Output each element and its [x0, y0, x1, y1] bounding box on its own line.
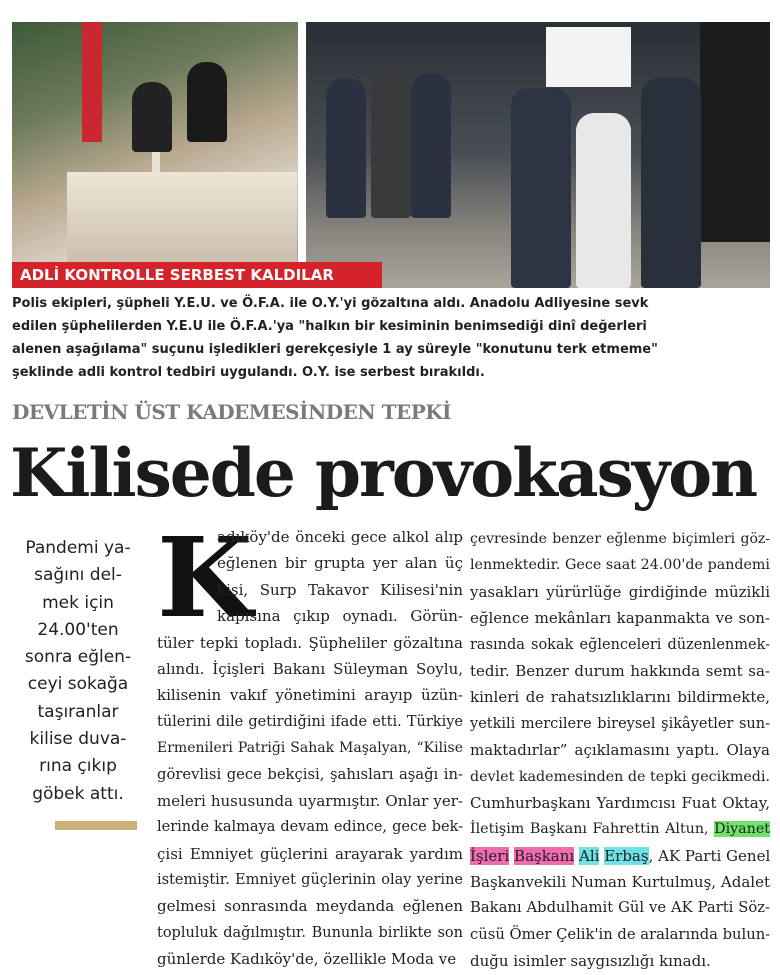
text-line: istemiştir. Emniyet güçlerinin olay yerine	[157, 872, 463, 889]
police-sign	[546, 27, 631, 87]
text-line: gelmesi sonrasında meydanda eğlenen	[157, 897, 463, 916]
photo-summary	[12, 292, 770, 384]
church-wall	[67, 172, 297, 262]
text-line: meleri hususunda uyarmıştır. Onlar yer-	[157, 791, 463, 810]
text-line: lerinde kalmaya devam edince, gece bek-	[157, 819, 463, 836]
summary-line: şeklinde adli kontrol tedbiri uygulandı. O.Y. ise serbest bırakıldı.	[12, 365, 485, 380]
text-line: kapısına çıkıp oynadı. Görün-	[217, 607, 463, 626]
highlight-erbas: Erbaş	[604, 846, 649, 865]
spot-line: taşıranlar	[37, 701, 119, 722]
photo-caption: ADLİ KONTROLLE SERBEST KALDILAR	[12, 262, 382, 288]
text-line: Cumhurbaşkanı Yardımcısı Fuat Oktay,	[470, 793, 770, 812]
text-line: Ermenileri Patriği Sahak Maşalyan, “Kilise	[157, 740, 463, 757]
spot-line: sonra eğlen-	[24, 647, 132, 668]
summary-line: alenen aşağılama" suçunu işledikleri gerekçesiyle 1 ay süreyle "konutunu terk etmeme"	[12, 342, 658, 357]
article-column-2	[470, 526, 770, 975]
spot-line: ceyi sokağa	[27, 674, 129, 695]
spot-line: sağını del-	[34, 565, 122, 586]
text-line: tedir. Benzer durum hakkında semt sa-	[470, 661, 770, 680]
spot-text	[10, 535, 146, 808]
text-line: rasında sokak eğlenceleri düzenlenmek-	[470, 636, 770, 653]
text-line: çevresinde benzer eğlenme biçimleri göz-	[470, 531, 770, 547]
text-line: lenmektedir. Gece saat 24.00'de pandemi	[470, 557, 770, 574]
person	[132, 82, 172, 152]
person	[411, 73, 451, 218]
gold-divider	[55, 821, 137, 830]
highlight-ali: Ali	[578, 846, 600, 865]
text-line: devlet kademesinden de tepki gecikmedi.	[470, 768, 770, 785]
person	[511, 88, 571, 288]
church-photo	[12, 22, 298, 262]
text-line: yasakları yürürlüğe girdiğinde müzikli	[470, 582, 770, 601]
text-line: çisi Emniyet güçlerini arayarak yardım	[157, 844, 463, 863]
text: İletişim Başkanı Fahrettin Altun,	[470, 821, 709, 838]
text-line: kilisenin vakıf yönetimini arayıp üzün-	[157, 686, 463, 705]
text-line: cüsü Ömer Çelik'in de aralarında bulun-	[470, 925, 771, 943]
text-line: tülerini dile getirdiğini ifade etti. Türkiye	[157, 713, 463, 730]
text-line: Başkanvekili Numan Kurtulmuş, Adalet	[470, 873, 770, 892]
text-line: kişi, Surp Takavor Kilisesi'nin	[217, 580, 463, 599]
text-line: eğlenen bir grupta yer alan üç	[217, 554, 463, 573]
flag	[82, 22, 102, 142]
text-line: alındı. İçişleri Bakanı Süleyman Soylu,	[157, 659, 463, 678]
text-line	[470, 843, 770, 869]
building	[700, 22, 770, 242]
person	[371, 68, 411, 218]
text-line: duğu isimler saygısızlığı kınadı.	[470, 952, 711, 971]
text-line: kinleri de rahatsızlıklarını bildirmekte,	[470, 688, 770, 707]
summary-line: Polis ekipleri, şüpheli Y.E.U. ve Ö.F.A. ile O.Y.'yi gözaltına aldı. Anadolu Adliyesine sevk	[12, 296, 649, 311]
person	[641, 78, 701, 288]
text-line: görevlisi gece bekçisi, şahısları aşağı in-	[157, 765, 463, 783]
text-line: tüler tepki topladı. Şüpheliler gözaltına	[157, 633, 463, 652]
text-line: adıköy'de önceki gece alkol alıp	[217, 528, 463, 546]
drop-cap: K	[157, 513, 253, 642]
highlight-isleri: İşleri	[470, 846, 510, 865]
person	[187, 62, 227, 142]
text-line	[470, 816, 770, 842]
summary-line: edilen şüphelilerden Y.E.U ile Ö.F.A.'ya "halkın bir kesiminin benimsediği dinî değerleri	[12, 319, 647, 334]
highlight-diyanet: Diyanet	[714, 821, 771, 838]
text: , AK Parti Genel	[648, 846, 771, 865]
text-line: Bakanı Abdulhamit Gül ve AK Parti Söz-	[470, 899, 770, 917]
spot-line: kilise duva-	[29, 729, 127, 750]
highlight-baskani: Başkanı	[514, 846, 575, 865]
text-line: günlerde Kadıköy'de, özellikle Moda ve	[157, 950, 457, 969]
spot-line: Pandemi ya-	[25, 538, 131, 558]
headline: Kilisede provokasyon	[10, 434, 757, 512]
police-photo	[306, 22, 770, 288]
spot-line: rına çıkıp	[39, 756, 117, 777]
spot-line: 24.00'ten	[37, 619, 119, 640]
kicker: DEVLETİN ÜST KADEMESİNDEN TEPKİ	[12, 400, 452, 424]
person	[326, 78, 366, 218]
text-line: topluluk dağılmıştır. Bununla birlikte son	[157, 924, 463, 941]
spot-line: mek için	[42, 592, 114, 613]
spot-line: göbek attı.	[32, 783, 124, 804]
text-line: maktadırlar” açıklamasını yaptı. Olaya	[470, 741, 770, 760]
article-column-1	[157, 513, 463, 973]
person	[576, 113, 631, 288]
text-line: eğlence mekânları kapanmakta ve son-	[470, 609, 770, 628]
text-line: yetkili mercilere bireysel şikâyetler sun-	[470, 715, 770, 732]
